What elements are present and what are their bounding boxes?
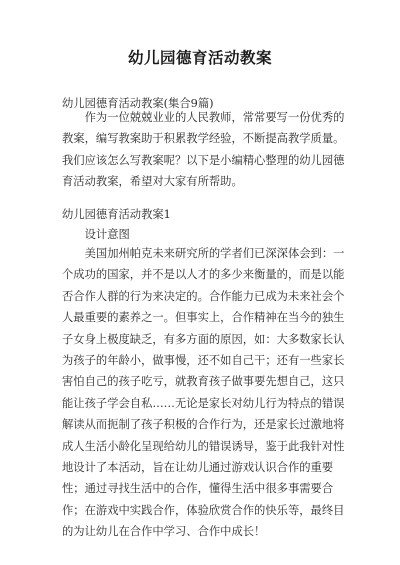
document-subtitle: 幼儿园德育活动教案(集合9篇) [62,97,214,110]
section-heading: 幼儿园德育活动教案1 [62,208,171,221]
body-paragraph: 美国加州帕克未来研究所的学者们已深深体会到：一个成功的国家，并不是以人才的多少来衡量的，而是以能否合作人群的行为来决定的。合作能力已成为未来社会个人最重要的素养之一。但事实上，合作精神在当今的独生子女身上极度缺乏，有多方面的原因，如：大多数家长认为孩子的年龄小，做事慢，还不如自己干；还有一些家长害怕自己的孩子吃亏，就教育孩子做事要先想自己，这只能让孩子学会自私……无论是家长对幼儿行为特点的错误解读从而扼制了孩子积极的合作行为，还是家长过激地将成人生活小龄化呈现给幼儿的错误诱导，鉴于此我针对性地设计了本活动，旨在让幼儿通过游戏认识合作的重要性；通过寻找生活中的合作，懂得生活中很多事需要合作；在游戏中实践合作，体验欣赏合作的快乐等，最终目的为让幼儿在合作中学习、合作中成长！ [62,247,345,539]
document-title: 幼儿园德育活动教案 [127,49,272,67]
design-intent-label: 设计意图 [84,228,130,241]
intro-paragraph: 作为一位兢兢业业的人民教师，常常要写一份优秀的教案，编写教案助于积累教学经验，不断提高教学质量。我们应该怎么写教案呢？以下是小编精心整理的幼儿园德育活动教案，希望对大家有所帮助。 [62,111,345,189]
